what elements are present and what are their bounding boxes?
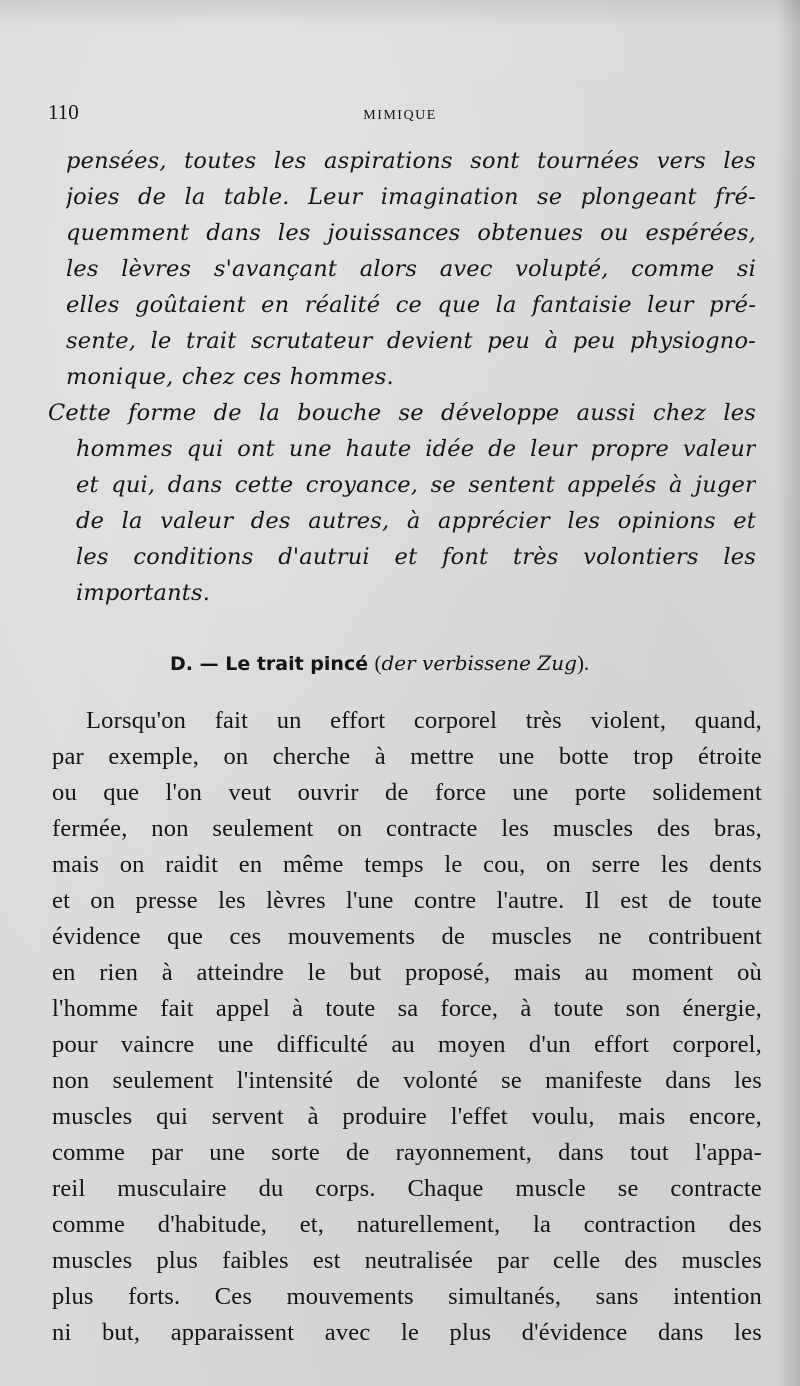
heading-close-paren: ). bbox=[576, 651, 590, 675]
text-line: évidence que ces mouvements de muscles ne contribuent bbox=[52, 923, 762, 950]
text-line: muscles plus faibles est neutralisée par celle des muscles bbox=[52, 1247, 762, 1274]
text-line: ou que l'on veut ouvrir de force une porte solidement bbox=[52, 779, 762, 806]
text-line: plus forts. Ces mouvements simultanés, sans intention bbox=[52, 1283, 762, 1310]
text-line: joies de la table. Leur imagination se plongeant fré- bbox=[66, 184, 756, 210]
text-line: mais on raidit en même temps le cou, on serre les dents bbox=[52, 851, 762, 878]
text-line: de la valeur des autres, à apprécier les opinions et bbox=[76, 508, 756, 534]
text-line: Cette forme de la bouche se développe aussi chez les bbox=[48, 400, 756, 426]
text-line: les conditions d'autrui et font très volontiers les bbox=[76, 544, 756, 570]
text-line: reil musculaire du corps. Chaque muscle se contracte bbox=[52, 1175, 762, 1202]
text-line: pensées, toutes les aspirations sont tournées vers les bbox=[66, 148, 756, 174]
text-line: et on presse les lèvres l'une contre l'autre. Il est de toute bbox=[52, 887, 762, 914]
heading-german-term: der verbissene Zug bbox=[381, 651, 577, 675]
text-line: hommes qui ont une haute idée de leur propre valeur bbox=[76, 436, 756, 462]
section-heading bbox=[170, 648, 589, 679]
text-line: l'homme fait appel à toute sa force, à toute son énergie, bbox=[52, 995, 762, 1022]
text-line: muscles qui servent à produire l'effet voulu, mais encore, bbox=[52, 1103, 762, 1130]
text-line: elles goûtaient en réalité ce que la fantaisie leur pré- bbox=[66, 292, 756, 318]
page-shadow-right bbox=[776, 0, 800, 1386]
text-line: Lorsqu'on fait un effort corporel très violent, quand, bbox=[86, 707, 762, 734]
text-line: comme d'habitude, et, naturellement, la contraction des bbox=[52, 1211, 762, 1238]
text-line: fermée, non seulement on contracte les muscles des bras, bbox=[52, 815, 762, 842]
text-line: et qui, dans cette croyance, se sentent appelés à juger bbox=[76, 472, 756, 498]
text-line: comme par une sorte de rayonnement, dans tout l'appa- bbox=[52, 1139, 762, 1166]
text-line: importants. bbox=[76, 580, 211, 606]
text-line: monique, chez ces hommes. bbox=[66, 364, 394, 390]
heading-open-paren: ( bbox=[374, 651, 382, 675]
text-line: non seulement l'intensité de volonté se manifeste dans les bbox=[52, 1067, 762, 1094]
text-line: en rien à atteindre le but proposé, mais au moment où bbox=[52, 959, 762, 986]
page-shadow-top bbox=[0, 0, 800, 28]
text-line: les lèvres s'avançant alors avec volupté, comme si bbox=[66, 256, 756, 282]
text-line: par exemple, on cherche à mettre une botte trop étroite bbox=[52, 743, 762, 770]
running-head: MIMIQUE bbox=[363, 108, 437, 123]
text-line: ni but, apparaissent avec le plus d'évidence dans les bbox=[52, 1319, 762, 1346]
page-number: 110 bbox=[48, 100, 79, 124]
text-line: pour vaincre une difficulté au moyen d'un effort corporel, bbox=[52, 1031, 762, 1058]
text-line: sente, le trait scrutateur devient peu à peu physiogno- bbox=[66, 328, 756, 354]
text-line: quemment dans les jouissances obtenues ou espérées, bbox=[66, 220, 756, 246]
section-heading-label: D. — Le trait pincé bbox=[170, 653, 369, 675]
